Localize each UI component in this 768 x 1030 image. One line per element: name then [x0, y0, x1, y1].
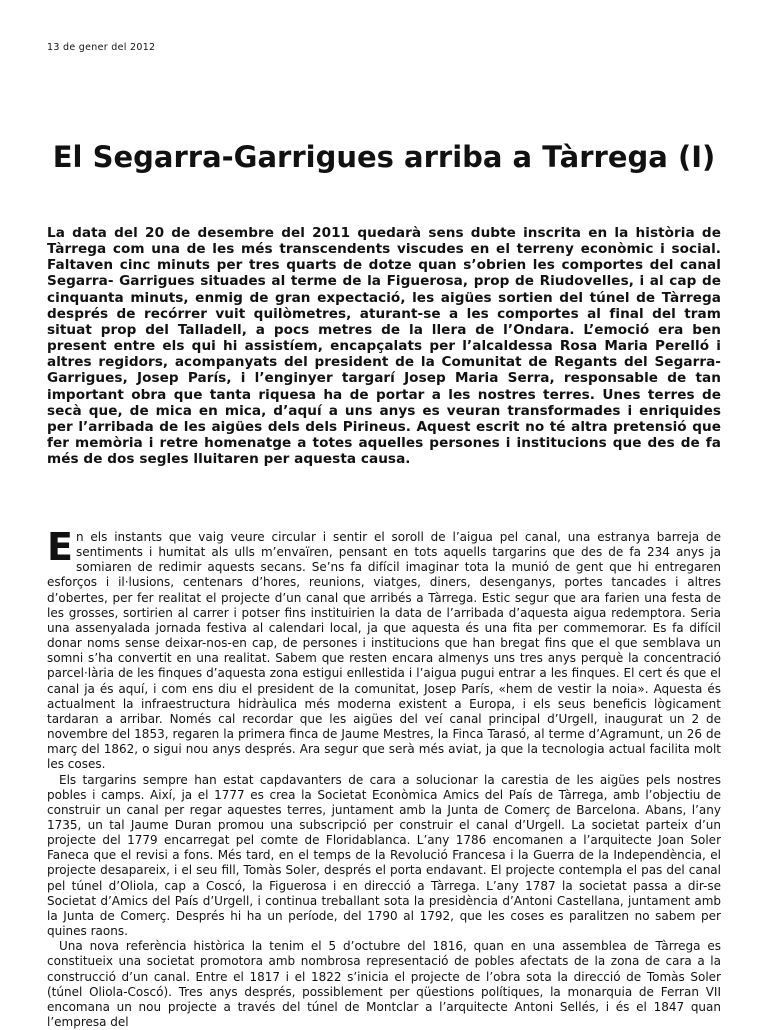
article-date: 13 de gener del 2012	[47, 42, 156, 53]
article-body	[47, 525, 721, 1030]
drop-cap: E	[47, 525, 73, 569]
article-title: El Segarra-Garrigues arriba a Tàrrega (I)	[52, 140, 716, 174]
body-paragraph-3: Una nova referència històrica la tenim el 5 d’octubre del 1816, quan en una assemblea de Tàrrega es constitueix una societat promotora amb nombrosa representació de pobles afectats de la zona de cara a la construcció d’un canal. Entre el 1817 i el 1822 s’inicia el projecte de l’obra sota la direcció de Tomàs Soler (túnel Oliola-Coscó). Tres anys després, possiblement per qüestions polítiques, la monarquia de Ferran VII encomana un nou projecte a través del túnel de Montclar a l’arquitecte Antoni Sellés, i és el 1847 quan l’empresa del	[47, 939, 721, 1029]
paragraph-text: n els instants que vaig veure circular i sentir el soroll de l’aigua pel canal, una estranya barreja de sentiments i humitat als ulls m’envaïren, pensant en tots aquells targarins que des de fa 234 anys ja somiaren de redimir aquests secans. Se’ns fa difícil imaginar tota la munió de gent que hi entregaren esforços i il·lusions, centenars d’hores, reunions, viatges, diners, desenganys, portes tancades i altres d’obertes, per fer realitat el projecte d’un canal que arribés a Tàrrega. Estic segur que ara farien una festa de les grosses, sortirien al carrer i potser fins instituirien la data de l’arribada d’aquesta aigua redemptora. Seria una assenyalada jornada festiva al calendari local, ja que aquesta és una fita per commemorar. Es fa difícil donar noms sense deixar-nos-en cap, de persones i institucions que han bregat fins que el que semblava un somni s’ha convertit en una realitat. Sabem que resten encara almenys uns tres anys perquè la concentració parcel·lària de les finques d’aquesta zona estigui enllestida i l’aigua pugui entrar a les finques. El cert és que el canal ja és aquí, i com ens diu el president de la comunitat, Josep París, «hem de vestir la noia». Aquesta és actualment la infraestructura hidràulica més moderna existent a Europa, i els seus beneficis lògicament tardaran a arribar. Només cal recordar que les aigües del veí canal principal d’Urgell, inaugurat un 2 de novembre del 1853, regaren la primera finca de Jaume Mestres, la Finca Tarasó, al terme d’Agramunt, un 26 de març del 1862, o sigui nou anys després. Ara segur que serà més aviat, ja que la tecnologia actual facilita molt les coses.	[47, 530, 721, 772]
article-lead: La data del 20 de desembre del 2011 quedarà sens dubte inscrita en la història de Tàrrega com una de les més transcendents viscudes en el terreny econòmic i social. Faltaven cinc minuts per tres quarts de dotze quan s’obrien les comportes del canal Segarra- Garrigues situades al terme de la Figuerosa, prop de Riudovelles, i al cap de cinquanta minuts, enmig de gran expectació, les aigües sortien del túnel de Tàrrega després de recórrer vuit quilòmetres, aturant-se a les comportes al final del tram situat prop del Talladell, a pocs metres de la llera de l’Ondara. L’emoció era ben present entre els qui hi assistíem, encapçalats per l’alcaldessa Rosa Maria Perelló i altres regidors, acompanyats del president de la Comunitat de Regants del Segarra-Garrigues, Josep París, i l’enginyer targarí Josep Maria Serra, responsable de tan important obra que tanta riquesa ha de portar a les nostres terres. Unes terres de secà que, de mica en mica, d’aquí a uns anys es veuran transformades i enriquides per l’arribada de les aigües dels dels Pirineus. Aquest escrit no té altra pretensió que fer memòria i retre homenatge a totes aquelles persones i institucions que des de fa més de dos segles lluitaren per aquesta causa.	[47, 225, 721, 468]
body-paragraph-1	[47, 525, 721, 773]
body-paragraph-2: Els targarins sempre han estat capdavanters de cara a solucionar la carestia de les aigües pels nostres pobles i camps. Així, ja el 1777 es crea la Societat Econòmica Amics del País de Tàrrega, amb l’objectiu de construir un canal per regar aquestes terres, juntament amb la Junta de Comerç de Barcelona. Abans, l’any 1735, un tal Jaume Duran promou una subscripció per construir el canal d’Urgell. La societat parteix d’un projecte del 1779 encarregat pel comte de Floridablanca. L’any 1786 encomanen a l’arquitecte Joan Soler Faneca que el revisi a fons. Més tard, en el temps de la Revolució Francesa i la Guerra de la Independència, el projecte desapareix, i el seu fill, Tomàs Soler, després el porta endavant. El projecte contempla el pas del canal pel túnel d’Oliola, cap a Coscó, la Figuerosa i en direcció a Tàrrega. L’any 1787 la societat passa a dir-se Societat d’Amics del País d’Urgell, i continua treballant sota la presidència d’Antoni Castellana, juntament amb la Junta de Comerç. Després hi ha un període, del 1790 al 1792, que les coses es paralitzen no sabem per quines raons.	[47, 772, 721, 939]
